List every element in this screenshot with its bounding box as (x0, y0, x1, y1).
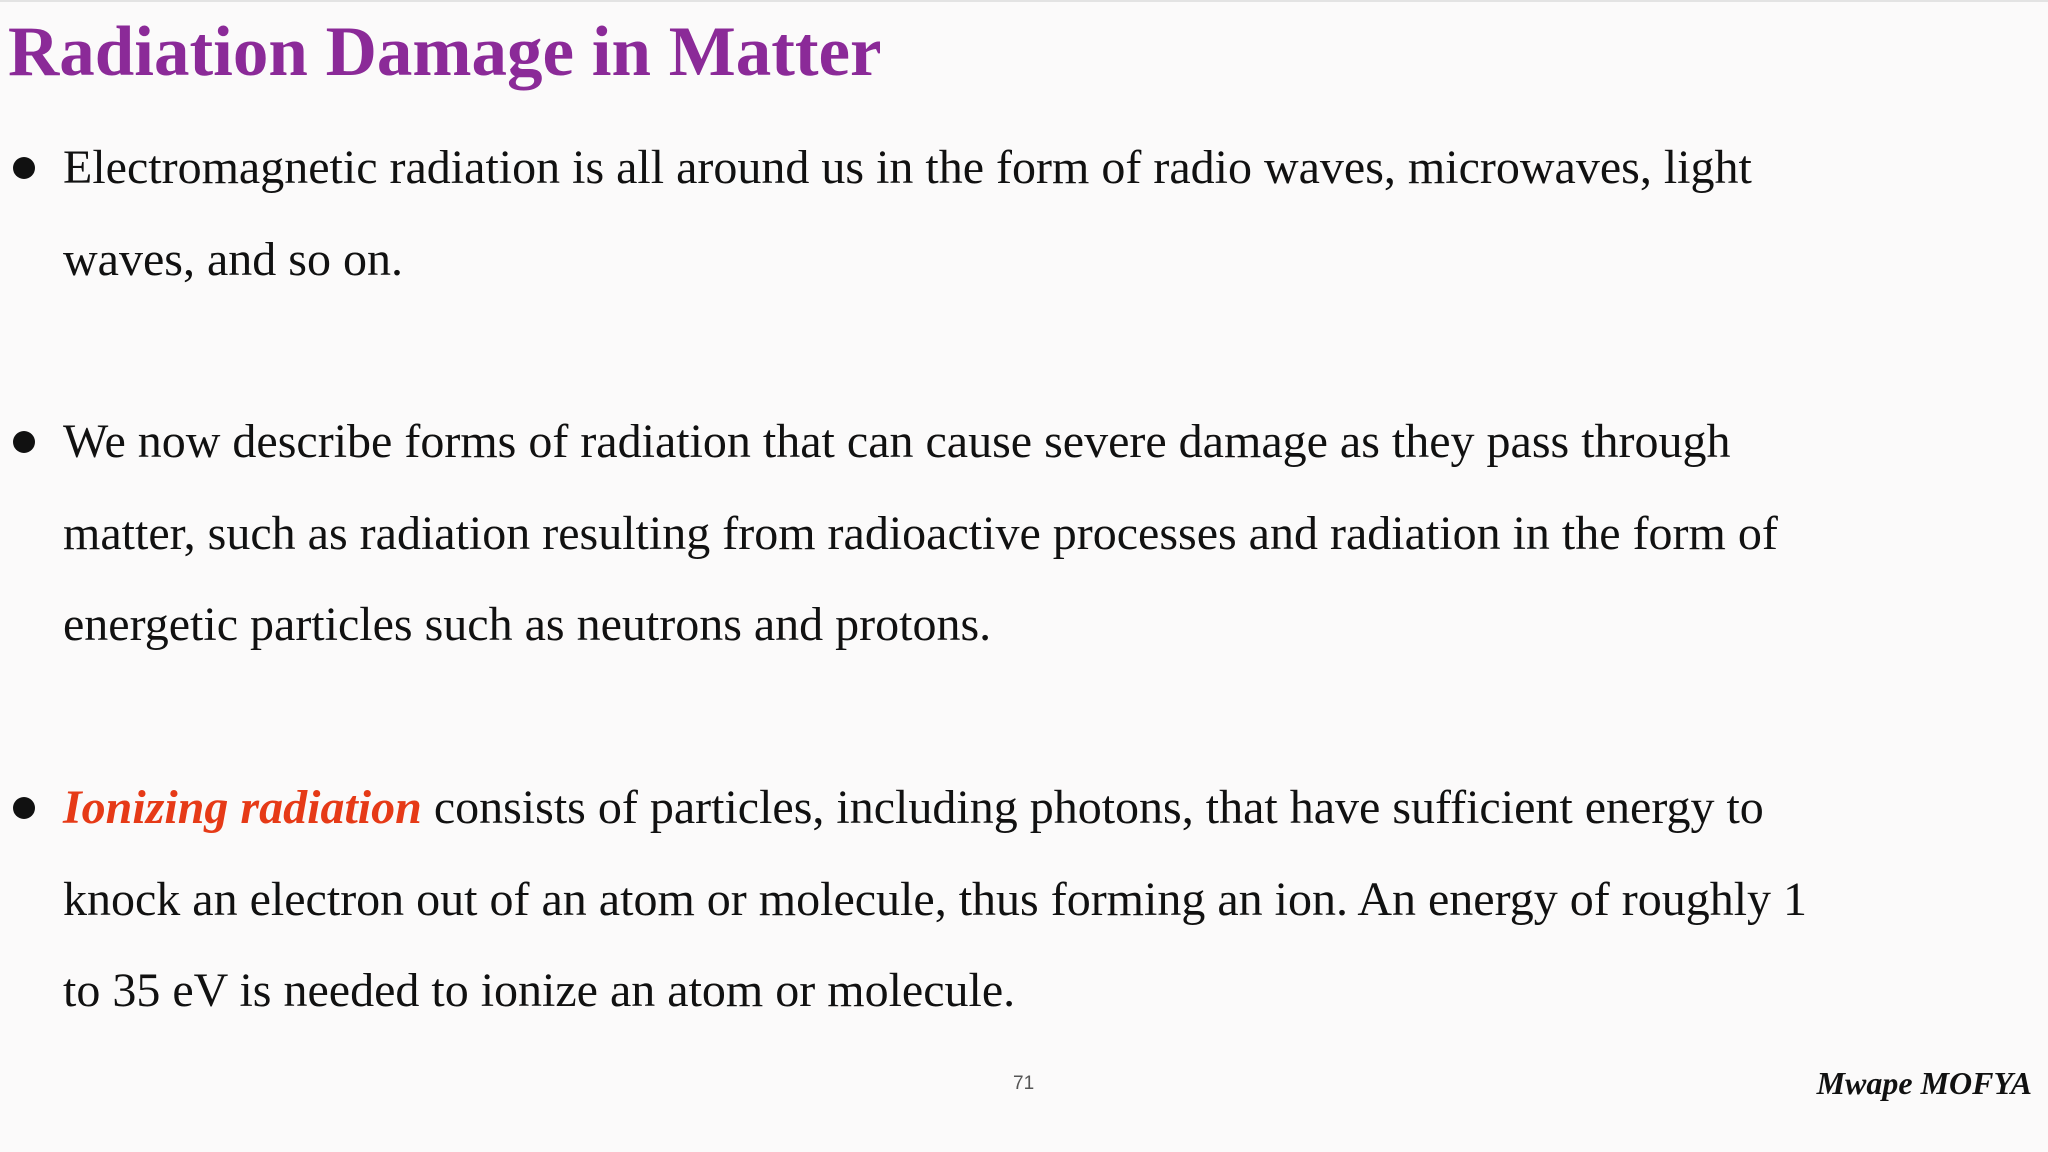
bullet-3-line-1-rest: consists of particles, including photons, that have sufficient energy to (421, 781, 1764, 834)
slide-title: Radiation Damage in Matter (8, 13, 882, 91)
bullet-2-line-1: We now describe forms of radiation that can cause severe damage as they pass through (63, 415, 1731, 468)
bullet-3-line-1 (63, 762, 2013, 854)
bullet-2-line-3: energetic particles such as neutrons and protons. (63, 598, 992, 651)
bullet-text-1 (63, 122, 2013, 305)
ionizing-radiation-term: Ionizing radiation (63, 781, 422, 834)
bullet-text-2 (63, 396, 2013, 671)
bullet-1-line-1: Electromagnetic radiation is all around us in the form of radio waves, microwaves, light (63, 141, 1752, 194)
author-name: Mwape MOFYA (1816, 1065, 2032, 1101)
bullet-3-line-3: to 35 eV is needed to ionize an atom or molecule. (63, 964, 1016, 1017)
bullet-text-3 (63, 762, 2013, 1037)
bullet-2-line-2: matter, such as radiation resulting from radioactive processes and radiation in the form of (63, 506, 1778, 560)
bullet-1-line-2: waves, and so on. (63, 232, 403, 286)
bullet-dot-icon (13, 431, 35, 453)
bullet-3-line-2: knock an electron out of an atom or molecule, thus forming an ion. An energy of roughly 1 (63, 872, 1808, 926)
page-number: 71 (1013, 1073, 1035, 1094)
bullet-dot-icon (13, 797, 35, 819)
bullet-dot-icon (13, 157, 35, 179)
